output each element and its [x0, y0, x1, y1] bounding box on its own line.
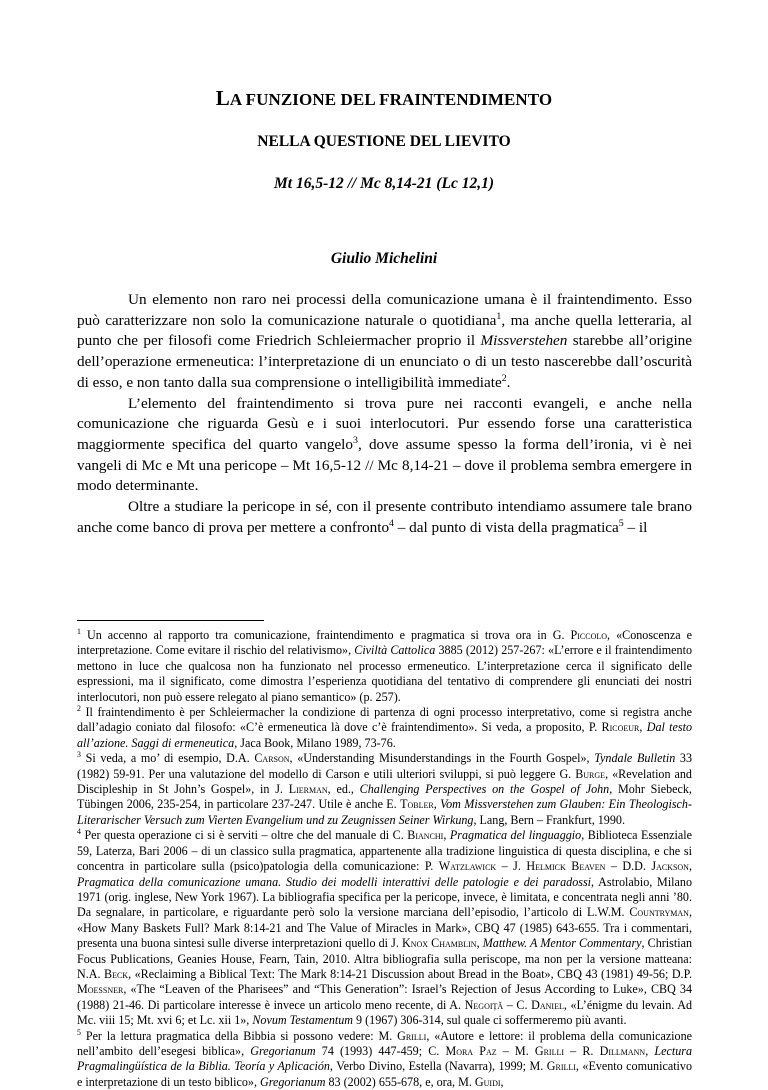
footnote-number: 3 [77, 750, 81, 760]
journal-title: Tyndale Bulletin [594, 751, 676, 766]
title-initial: L [215, 86, 230, 110]
footnote-ref-2[interactable]: 2 [501, 372, 507, 384]
text: , «Understanding Misunderstandings in the Fourth Gospel», [289, 751, 595, 766]
author-name: Burge [575, 766, 606, 781]
footnote-5 [77, 1029, 692, 1090]
author-name: Negoiță – C. Daniel [464, 997, 564, 1012]
book-title: Dal testo all’azione. Saggi di ermeneutica [77, 720, 692, 750]
footnote-3 [77, 751, 692, 828]
journal-title: Gregorianum [260, 1074, 326, 1089]
text: 83 (2002) 655-678, e, ora, M. [325, 1074, 475, 1089]
text: , Jaca Book, Milano 1989, 73-76. [234, 735, 396, 750]
text: , ed., [327, 782, 360, 797]
text: , Mohr Siebeck, Tübingen 2006, 235-254, in particolare 237-247. Utile è anche E. [77, 782, 692, 812]
text: 9 (1967) 306-314, sul quale ci soffermeremo più avanti. [353, 1013, 627, 1028]
footnote-separator [77, 620, 264, 621]
text: , [476, 936, 483, 951]
text: , «L’énigme du levain. Ad Mc. viii 15; Mt. xvi 6; et Lc. xii 1», [77, 997, 693, 1028]
author-name: Lierman [288, 782, 328, 797]
footnotes [77, 628, 692, 1090]
text: , Christian Focus Publications, Geanies House, Fearn, Tain, 2010. Altra bibliografia sulla periscope, ma non per la versione matteana: N.A. [77, 936, 693, 981]
text: , «Evento comunicativo e interpretazione di un testo biblico», [77, 1059, 693, 1089]
author-name: Beck [104, 966, 129, 981]
author-name: Bianchi [407, 828, 444, 843]
author-name: Tobler [400, 797, 434, 812]
footnote-number: 2 [77, 704, 81, 713]
footnote-1 [77, 628, 692, 705]
text: , ma anche quella letteraria, al punto che per filosofi come Friedrich Schleiermacher proprio il [77, 311, 692, 350]
footnote-ref-1[interactable]: 1 [496, 310, 502, 322]
text: , «Autore e lettore: il problema della comunicazione nell’ambito dell’esegesi biblica», [77, 1028, 693, 1058]
text: , [645, 1043, 655, 1058]
journal-title: Civiltà Cattolica [354, 643, 436, 658]
book-title: Lectura Pragmalingüística de la Biblia. Teoría y Aplicación [77, 1043, 692, 1074]
text: Un elemento non raro nei processi della comunicazione umana è il fraintendimento. Esso può caratterizzare non solo la comunicazione naturale o quotidiana [77, 291, 692, 329]
author-name: Moessner [77, 982, 124, 997]
footnote-ref-5[interactable]: 5 [618, 517, 624, 529]
footnote-number: 1 [77, 626, 81, 636]
text: 74 (1993) 447-459; C. [315, 1043, 446, 1058]
text: starebbe all’origine dell’operazione ermeneutica: l’interpretazione di un enunciato o di un testo nascerebbe dall’oscurità di esso, e non tanto dalla sua comprensione o intelligibilità immediate [77, 332, 693, 391]
journal-title: Gregorianum [250, 1043, 316, 1058]
text: , dove assume spesso la forma dell’ironia, vi è nei vangeli di Mc e Mt una pericope – Mt 16,5-12 // Mc 8,14-21 – dove il problema sembra emergere in modo determinante. [77, 435, 692, 495]
book-title: Pragmatica del linguaggio [449, 828, 582, 843]
author-name: Watzlawick – J. Helmick Beaven – D.D. Jackson [438, 859, 689, 874]
footnote-ref-3[interactable]: 3 [353, 434, 358, 446]
text: , Biblioteca Essenziale 59, Laterza, Bari 2006 – di un classico sulla pragmatica, appartenente alla tradizione linguistica di questa disciplina, e che si concentra in particolare sulla (psico)patologia della comunicazione: P. [77, 828, 693, 874]
book-title: Challenging Perspectives on the Gospel of John [359, 782, 610, 797]
footnote-number: 5 [77, 1027, 81, 1037]
book-title: Vom Missverstehen zum Glauben: Ein Theologisch-Literarischer Versuch zum Vierten Evangelium und zu Zeugnissen Seiner Wirkung [77, 797, 692, 827]
text: Per la lettura pragmatica della Bibbia si possono vedere: M. [80, 1028, 398, 1043]
article-subtitle: NELLA QUESTIONE DEL LIEVITO [257, 133, 511, 150]
text: , Astrolabio, Milano 1971 (orig. inglese, New York 1967). La bibliografia specifica per la pericope, invece, è limitata, e concentrata negli anni ’80. Da segnalare, in particolare, e riguardante però solo la versione marciana dell’episodio, l’articolo di L.W.M. [77, 874, 692, 920]
text: Oltre a studiare la pericope in sé, con il presente contributo intendiamo assumere tale brano anche come banco di prova per mettere a confronto [77, 498, 692, 536]
footnote-ref-4[interactable]: 4 [389, 517, 394, 529]
author-name: Giulio Michelini [330, 250, 438, 267]
text: Si veda, a mo’ di esempio, D.A. [80, 751, 255, 766]
article-title [0, 86, 768, 111]
footnote-2 [77, 705, 692, 751]
text: , «The “Leaven of the Pharisees” and “This Generation”: Israel’s Rejection of Jesus According to Luke», CBQ 34 (1988) 21-46. Di particolare interesse è invece un articolo meno recente, di A. [77, 982, 692, 1012]
text: Per questa operazione ci si è serviti – oltre che del manuale di C. [80, 828, 408, 843]
title-rest: A FUNZIONE DEL FRAINTENDIMENTO [229, 90, 553, 109]
text: – dal punto di vista della pragmatica [393, 518, 619, 536]
text: , [688, 859, 692, 874]
author-name: Grilli [546, 1059, 576, 1074]
paragraph-3 [77, 497, 692, 538]
paragraph-2 [77, 394, 692, 498]
text: , [443, 828, 450, 843]
text: 33 (1982) 59-91. Per una valutazione del modello di Carson e utili ulteriori sviluppi, si può leggere G. [77, 751, 693, 781]
author-name: Countryman [629, 905, 689, 920]
book-title: Matthew. A Mentor Commentary [482, 936, 642, 951]
text: , Lang, Bern – Frankfurt, 1990. [473, 812, 625, 827]
author-name: Mora Paz – M. Grilli – R. Dillmann [445, 1043, 646, 1058]
text: Il fraintendimento è per Schleiermacher la condizione di partenza di ogni processo interpretativo, come si registra anche dall’adagio coniato dal filosofo: «C’è ermeneutica là dove c’è fraintendimento». Si veda, a proposito, P. [77, 705, 692, 735]
text: , «Revelation and Discipleship in St John’s Gospel», in J. [77, 766, 692, 797]
author-name: Carson [254, 751, 290, 766]
text: Un accenno al rapporto tra comunicazione, fraintendimento e pragmatica si trova ora in G. [80, 628, 571, 642]
text: , [500, 1074, 504, 1089]
article-reference: Mt 16,5-12 // Mc 8,14-21 (Lc 12,1) [274, 175, 494, 192]
text: , Verbo Divino, Estella (Navarra), 1999; M. [329, 1059, 547, 1074]
footnote-4 [77, 828, 692, 1028]
text: , [433, 797, 441, 812]
text: . [506, 373, 511, 391]
text: L’elemento del fraintendimento si trova pure nei racconti evangeli, e anche nella comunicazione che riguarda Gesù e i suoi interlocutori. Pur essendo forse una caratteristica maggiormente specifica del quarto vangelo [77, 394, 692, 453]
author-name: Knox Chamblin [401, 936, 477, 951]
italic-term: Missverstehen [480, 332, 568, 350]
text: , «How Many Baskets Full? Mark 8:14-21 and The Value of Miracles in Mark», CBQ 47 (1985) 643-655. Tra i commentari, presenta una buona sintesi sulle diverse interpretazioni quello di J. [77, 905, 692, 951]
book-title: Pragmatica della comunicazione umana. Studio dei modelli interattivi delle patologie e dei paradossi [77, 874, 592, 889]
journal-title: Novum Testamentum [252, 1013, 354, 1028]
text: , [639, 720, 647, 735]
text: – il [623, 518, 648, 536]
footnote-number: 4 [77, 827, 81, 837]
text: , «Conoscenza e interpretazione. Come evitare il rischio del relativismo», [77, 628, 692, 658]
article-body [77, 290, 692, 538]
paragraph-1 [77, 290, 692, 394]
author-name: Piccolo [570, 628, 608, 642]
author-name: Guidi [474, 1074, 501, 1089]
author-name: Grilli [397, 1028, 427, 1043]
author-name: Ricoeur [601, 720, 640, 735]
text: , «Reclaiming a Biblical Text: The Mark 8:14-21 Discussion about Bread in the Boat», CBQ 43 (1981) 49-56; D.P. [128, 966, 692, 981]
text: 3885 (2012) 257-267: «L’errore e il fraintendimento mettono in luce che qualcosa non ha funzionato nel processo ermeneutico. L’interpretazione cerca il significato delle espressioni, ma il significato, come dimostra l’esperienza quotidiana del tentativo di comprendere gli enunciati dei nostri interlocutori, non può essere relegato al piano semantico» (p. 257). [77, 643, 693, 704]
